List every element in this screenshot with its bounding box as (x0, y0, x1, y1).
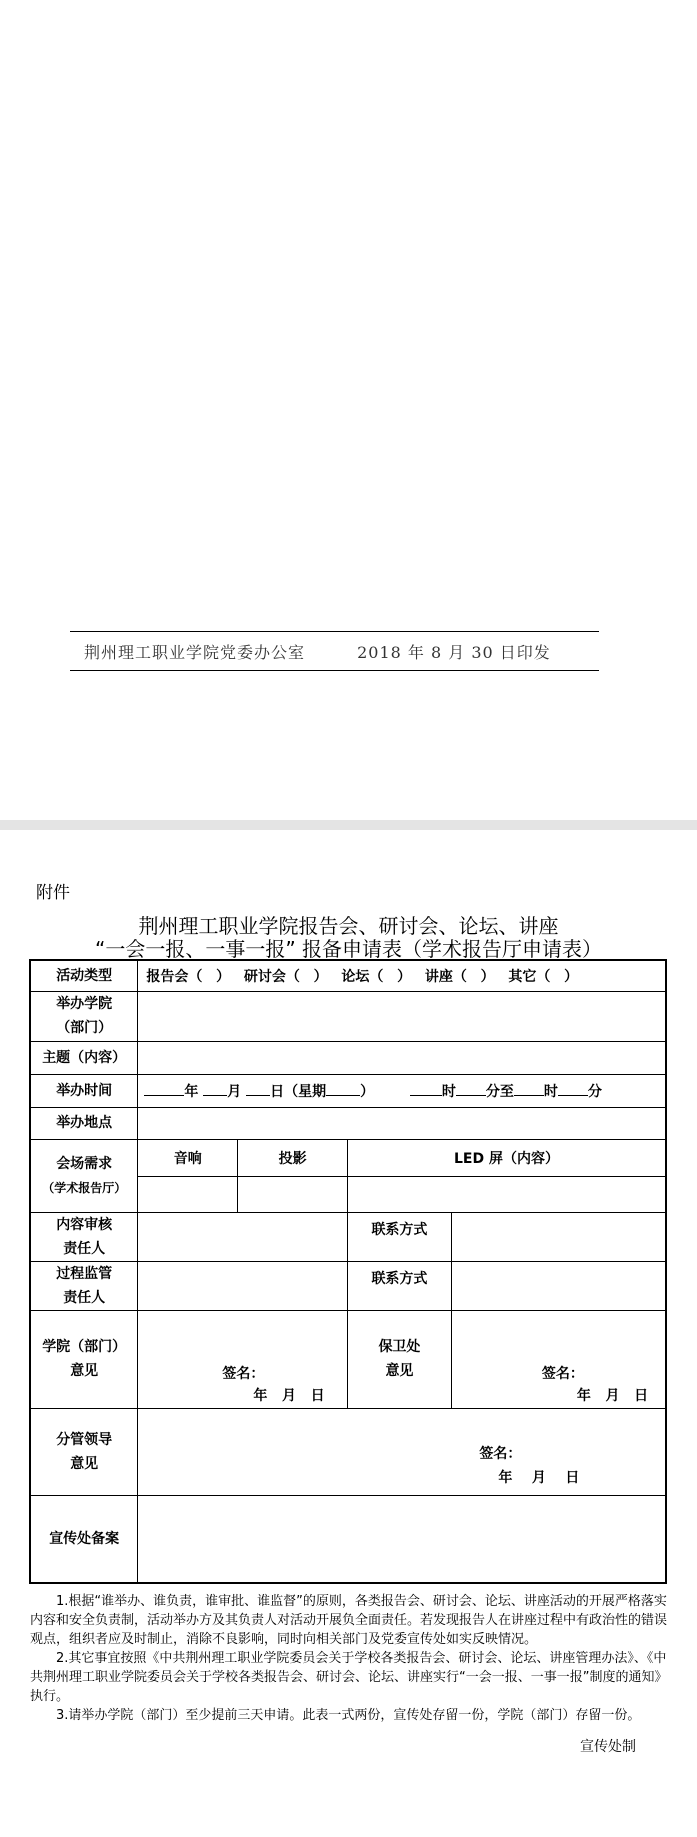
activity-type-options[interactable]: 报告会（ ） 研讨会（ ） 论坛（ ） 讲座（ ） 其它（ ） (138, 960, 666, 991)
contact-label: 联系方式 (348, 1212, 452, 1261)
place-field[interactable] (138, 1107, 666, 1139)
theme-label: 主题（内容） (30, 1041, 138, 1074)
application-form-table (29, 959, 667, 1584)
footer-top-rule (70, 631, 599, 632)
row-publicity (30, 1495, 666, 1583)
venue-projection-field[interactable] (238, 1176, 348, 1212)
college-opinion-field[interactable] (138, 1310, 348, 1408)
time-label: 举办时间 (30, 1074, 138, 1107)
footer-issuer: 荆州理工职业学院党委办公室 (84, 643, 306, 662)
security-opinion-field[interactable] (451, 1310, 666, 1408)
security-signature-label: 签名： (541, 1365, 584, 1382)
host-field[interactable] (138, 991, 666, 1041)
row-time (30, 1074, 666, 1107)
time-day: 日（星期 (270, 1083, 327, 1100)
leader-line2: 意见 (70, 1455, 99, 1472)
footer-issuer-row (84, 640, 551, 663)
publicity-field[interactable] (138, 1495, 666, 1583)
content-review-line2: 责任人 (63, 1240, 106, 1257)
time-month: 月 (227, 1083, 242, 1100)
venue-led-field[interactable] (348, 1176, 666, 1212)
time-hour2: 时 (543, 1083, 558, 1100)
college-date-label: 年 月 日 (253, 1387, 325, 1404)
college-opinion-label (30, 1310, 138, 1408)
row-venue-head (30, 1139, 666, 1176)
leader-opinion-label (30, 1408, 138, 1495)
venue-label-main: 会场需求 (56, 1155, 113, 1172)
contact-label-2: 联系方式 (348, 1261, 452, 1310)
time-hour: 时 (441, 1083, 456, 1100)
venue-label-sub: （学术报告厅） (42, 1180, 127, 1195)
form-title-line1: 荆州理工职业学院报告会、研讨会、论坛、讲座 (138, 914, 559, 938)
note-2: 2.其它事宜按照《中共荆州理工职业学院委员会关于学校各类报告会、研讨会、论坛、讲座管理办法》、《中共荆州理工职业学院委员会关于学校各类报告会、研讨会、论坛、讲座实行“一会一报、一事一报”制度的通知》执行。 (30, 1651, 668, 1704)
page-1 (0, 0, 697, 820)
leader-opinion-field[interactable] (138, 1408, 666, 1495)
year-blank[interactable] (144, 1081, 184, 1096)
form-title-line2: “一会一报、一事一报” 报备申请表（学术报告厅申请表） (94, 937, 603, 961)
row-opinions (30, 1310, 666, 1408)
end-minute-blank[interactable] (558, 1081, 588, 1096)
security-date-label: 年 月 日 (576, 1387, 649, 1404)
time-minute-to: 分至 (485, 1083, 514, 1100)
college-signature-label: 签名： (222, 1365, 265, 1382)
row-content-review (30, 1212, 666, 1261)
row-place (30, 1107, 666, 1139)
venue-sound-label: 音响 (138, 1139, 238, 1176)
note-3: 3.请举办学院（部门）至少提前三天申请。此表一式两份，宣传处存留一份，学院（部门）存留一份。 (56, 1708, 641, 1723)
row-process-supervision (30, 1261, 666, 1310)
page-2 (0, 830, 697, 1837)
content-review-label (30, 1212, 138, 1261)
time-field[interactable] (138, 1074, 666, 1107)
footer-bottom-rule (70, 670, 599, 671)
row-leader (30, 1408, 666, 1495)
month-blank[interactable] (203, 1081, 227, 1096)
host-label-line2: （部门） (56, 1020, 113, 1036)
form-notes (30, 1592, 668, 1725)
end-hour-blank[interactable] (514, 1081, 544, 1096)
host-label-line1: 举办学院 (56, 996, 113, 1012)
venue-sound-field[interactable] (138, 1176, 238, 1212)
content-review-line1: 内容审核 (56, 1216, 113, 1233)
venue-label (30, 1139, 138, 1212)
college-opinion-line1: 学院（部门） (42, 1339, 127, 1355)
place-label: 举办地点 (30, 1107, 138, 1139)
start-minute-blank[interactable] (456, 1081, 486, 1096)
theme-field[interactable] (138, 1041, 666, 1074)
college-opinion-line2: 意见 (70, 1363, 99, 1379)
process-supervision-line1: 过程监管 (56, 1265, 113, 1282)
content-review-field[interactable] (138, 1212, 348, 1261)
row-activity-type (30, 960, 666, 991)
department-signoff: 宣传处制 (580, 1739, 636, 1755)
footer-date: 2018 年 8 月 30 日印发 (357, 643, 551, 662)
contact-field[interactable] (451, 1212, 666, 1261)
time-year: 年 (184, 1083, 199, 1100)
venue-led-label: LED 屏（内容） (348, 1139, 666, 1176)
venue-projection-label: 投影 (238, 1139, 348, 1176)
publicity-label: 宣传处备案 (30, 1495, 138, 1583)
security-line2: 意见 (385, 1363, 414, 1379)
security-line1: 保卫处 (378, 1339, 421, 1355)
process-supervision-field[interactable] (138, 1261, 348, 1310)
leader-signature-label: 签名： (479, 1445, 522, 1462)
row-theme (30, 1041, 666, 1074)
time-minute: 分 (587, 1083, 602, 1100)
process-supervision-label (30, 1261, 138, 1310)
attachment-label: 附件 (36, 883, 70, 903)
leader-date-label: 年 月 日 (498, 1469, 580, 1486)
process-supervision-line2: 责任人 (63, 1289, 106, 1306)
leader-line1: 分管领导 (56, 1431, 113, 1448)
start-hour-blank[interactable] (410, 1081, 442, 1096)
activity-type-label: 活动类型 (30, 960, 138, 991)
weekday-blank[interactable] (326, 1081, 360, 1096)
security-opinion-label (348, 1310, 452, 1408)
note-1: 1.根据“谁举办、谁负责，谁审批、谁监督”的原则，各类报告会、研讨会、论坛、讲座活动的开展严格落实内容和安全负责制，活动举办方及其负责人对活动开展负全面责任。若发现报告人在讲座过程中有政治性的错误观点，组织者应及时制止，消除不良影响，同时向相关部门及党委宣传处如实反映情况。 (30, 1594, 668, 1647)
time-paren: ） (360, 1083, 375, 1100)
host-label (30, 991, 138, 1041)
page-separator (0, 820, 697, 830)
row-host (30, 991, 666, 1041)
contact-field-2[interactable] (451, 1261, 666, 1310)
day-blank[interactable] (246, 1081, 270, 1096)
